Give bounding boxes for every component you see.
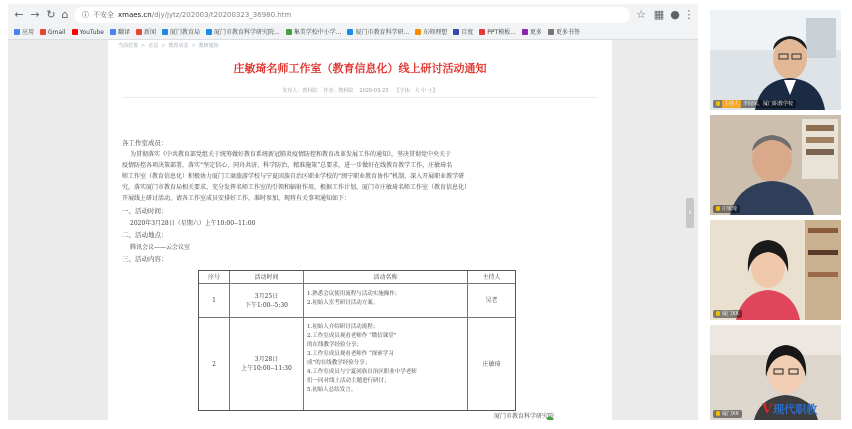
breadcrumb-link[interactable]: 首页 [148,43,159,49]
bookmark-favicon-icon [415,29,421,35]
reload-icon[interactable]: ↻ [46,8,56,21]
intro-line: 师工作室（教育信息化）积极协力厦门工商旅游学校与宁夏回族自治区职业学校的“闽宁职业教育协作”机制，深入开展职业教学研 [122,173,465,180]
host-badge: 主持人 [724,101,740,107]
bookmark-favicon-icon [40,29,46,35]
article-meta-item[interactable]: 【字体：大 中 小】 [394,88,438,94]
participant-tile[interactable] [710,115,841,215]
table-header-cell: 活动时间 [254,273,279,281]
back-icon[interactable]: ← [14,8,24,21]
activity-time: 下午1:00--5:30 [244,301,288,309]
extension-icon[interactable]: ▦ [653,8,665,21]
url-path: /djy/jytz/202003/t20200323_36980.htm [151,11,292,19]
row-number: 2 [212,360,216,368]
bookmark-item[interactable]: 厦门教育局 [162,26,200,40]
bookmark-favicon-icon [347,29,353,35]
bookmark-item[interactable]: 更多 [522,26,542,40]
participant-video [710,10,841,110]
participant-name: 厦门XX [713,310,742,318]
bookmark-favicon-icon [479,29,485,35]
intro-line: 为贯彻落实《中共教育部党组关于统筹做好教育系统新冠肺炎疫情防控和教育改革发展工作的通知》，坚决贯彻党中央关于 [130,151,452,158]
section-heading: 一、活动时间： [122,207,168,215]
table-header-cell: 活动名称 [373,273,398,281]
bookmark-favicon-icon [206,29,212,35]
address-bar[interactable] [74,7,630,23]
breadcrumb [118,42,219,49]
table-grid [303,271,304,410]
table-header-cell: 序号 [207,273,220,281]
activity-time-cell [230,284,303,317]
shared-browser-window [8,4,698,420]
activity-step: 4.工作室成员与宁夏回族自治区职业中学老师 [307,369,417,375]
activity-step: 2.初始入室考研讨活动方案。 [307,300,379,306]
greeting: 各工作室成员： [122,139,168,147]
page-title: 庄敏琦名师工作室（教育信息化）线上研讨活动通知 [233,62,487,75]
url-host: xmaes.cn [118,11,152,19]
article-meta-item: 作者：教科院 [323,88,354,94]
host-cell: 庄敏琦 [482,360,501,368]
microphone-icon [716,411,720,416]
bookmark-item[interactable]: 百度 [453,26,473,40]
page-viewport [8,40,698,420]
participant-video [710,115,841,215]
microphone-icon [716,101,720,106]
bookmark-item[interactable]: 集美学校中小学... [286,26,342,40]
section-heading: 三、活动内容： [122,255,168,263]
watermark-logo: V现代职教 [762,402,818,417]
breadcrumb-link: 当前位置 [118,43,139,49]
activity-step: 们一同对线上活动主题进行研讨； [307,378,390,384]
activity-step: 1.熟悉会议使用流程与活动实施操作； [307,291,401,297]
activity-step: 5.初始人总结发言。 [307,387,357,393]
host-cell: 吴老 [485,297,498,304]
bookmark-item[interactable]: PPT模板... [479,26,516,40]
bookmark-item[interactable]: 更多书签 [548,26,580,40]
row-number: 1 [212,297,216,304]
activity-step: 的在线教学经验分享； [307,342,363,348]
watermark-mark-icon: V [762,402,773,417]
activity-date: 3月25日 [254,292,279,300]
section-heading: 二、活动地点： [122,231,168,239]
article-meta [108,87,612,94]
bookmark-item[interactable]: YouTube [72,26,104,40]
bookmark-item[interactable]: 应用 [14,26,34,40]
intro-line: 疫情防控各项决策部署，落实“坚定信心、同舟共济、科学防治、精准施策”总要求，进一步做好在线教育教学工作，庄敏琦名 [122,162,453,169]
next-page-arrow-icon[interactable]: › [686,198,694,228]
bookmark-favicon-icon [110,29,116,35]
activity-step: 成”的在线教学经验分享； [307,360,371,366]
activity-content [307,323,417,395]
section-body: 2020年3月28日（星期六）上午10:00--11:00 [130,220,256,227]
bookmark-favicon-icon [453,29,459,35]
article-meta-item: 2020-03-23 [359,88,389,94]
title-divider [122,97,598,98]
insecure-label: 不安全 [93,11,114,19]
breadcrumb-separator-icon: > [161,43,166,49]
star-icon[interactable]: ☆ [636,8,646,21]
activity-step: 3.工作室成员观看老师作 “探索学习 [307,351,394,357]
participant-tile[interactable] [710,220,841,320]
bookmark-favicon-icon [286,29,292,35]
breadcrumb-separator-icon: > [191,43,196,49]
bookmark-item[interactable]: 翻译 [110,26,130,40]
bookmark-favicon-icon [14,29,20,35]
breadcrumb-link[interactable]: 教育动态 [168,43,189,49]
participant-name: 庄敏琦 [713,205,740,213]
section-body: 腾讯会议——云会议室 [130,244,191,251]
bookmark-item[interactable]: 厦门市教育科学研... [347,26,409,40]
activity-time-cell [230,318,303,410]
bookmark-favicon-icon [522,29,528,35]
activity-step: 1.初始人介绍研讨活动流程； [307,324,379,330]
bookmark-item[interactable]: 厦门市教育科学研究院... [206,26,280,40]
bookmark-favicon-icon [136,29,142,35]
bookmark-favicon-icon [72,29,78,35]
intro-line: 开展线上研讨活动，请各工作室成员安排好工作，准时参加，现将有关事项通知如下： [122,195,351,202]
home-icon[interactable]: ⌂ [61,8,69,21]
breadcrumb-link[interactable]: 教研通知 [198,43,219,49]
article-page [108,40,612,420]
participant-tile[interactable] [710,10,841,110]
breadcrumb-separator-icon: > [141,43,146,49]
microphone-icon [716,311,720,316]
activity-step: 2.工作室成员观看老师作 “微信课堂” [307,333,397,339]
info-icon[interactable]: ⓘ [82,11,89,19]
bookmark-favicon-icon [162,29,168,35]
bookmark-item[interactable]: Gmail [40,26,66,40]
bookmark-item[interactable]: 东师理想 [415,26,447,40]
menu-icon[interactable]: ⋮ [683,8,695,21]
bookmarks-bar [8,26,698,40]
activity-date: 3月28日 [254,356,279,363]
participant-video [710,220,841,320]
intro-line: 究，落实厦门市教育局相关要求，充分发挥名师工作室的引领和辐射作用，根据工作计划，厦门市庄敏琦名师工作室（教育信息化） [122,184,471,191]
forward-icon[interactable]: → [30,8,40,21]
microphone-icon [716,206,720,211]
bookmark-favicon-icon [548,29,554,35]
schedule-table [198,270,516,411]
profile-icon[interactable]: ● [670,8,680,21]
bookmark-item[interactable]: 新闻 [136,26,156,40]
table-header-cell: 主持人 [482,273,501,281]
participant-name: 主持人 李圆荣，厦门职教学校 [713,100,796,108]
article-meta-item: 发布人：教科院 [282,88,318,94]
activity-content [307,290,400,308]
browser-toolbar [8,4,698,26]
participant-name: 厦门XX [713,410,742,418]
publisher-signature: 厦门市教育科学研究院 [494,413,555,420]
participant-panel [710,10,841,420]
activity-time: 上午10:00--11:30 [241,365,292,372]
